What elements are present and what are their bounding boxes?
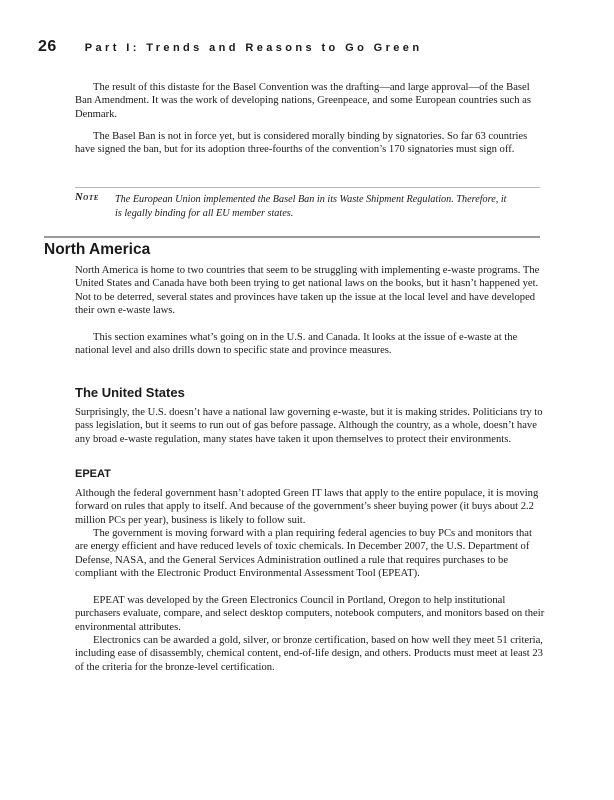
epeat-paragraph-3: EPEAT was developed by the Green Electronics Council in Portland, Oregon to help institutional purchasers evaluate, compare, and select desktop computers, notebook computers, and monitors based on their environmental attributes. <box>75 595 545 633</box>
intro-paragraph-1: The result of this distaste for the Basel Convention was the drafting—and large approval—of the Basel Ban Amendment. It was the work of developing nations, Greenpeace, and some European countries such as Denmark. <box>75 82 531 120</box>
note-text: The European Union implemented the Basel Ban in its Waste Shipment Regulation. Therefore, it is legally binding for all EU member states. <box>115 194 507 219</box>
note-label: Note <box>75 192 99 203</box>
running-head: Part I: Trends and Reasons to Go Green <box>84 42 423 54</box>
page-header <box>38 38 422 62</box>
intro-paragraph-2: The Basel Ban is not in force yet, but is considered morally binding by signatories. So far 63 countries have signed the ban, but for its adoption three-fourths of the convention’s 170 signatories must sign off. <box>75 131 528 156</box>
subsubsection-heading-epeat: EPEAT <box>75 468 111 480</box>
united-states-paragraph-1: Surprisingly, the U.S. doesn’t have a national law governing e-waste, but it is making strides. Politicians try to pass legislation, but it seems to run out of gas before passage. Although the country, as a whole, doesn’t have any broad e-waste regulation, many states have taken it upon themselves to protect their environments. <box>75 407 543 445</box>
section-rule <box>44 236 540 238</box>
epeat-paragraph-4: Electronics can be awarded a gold, silver, or bronze certification, based on how well they meet 51 criteria, including ease of disassembly, chemical content, end-of-life design, and others. Products must meet at least 23 of the criteria for the bronze-level certification. <box>75 635 543 673</box>
epeat-paragraph-2: The government is moving forward with a plan requiring federal agencies to buy PCs and monitors that are energy efficient and have reduced levels of toxic chemicals. In December 2007, the U.S. Department of Defense, NASA, and the General Services Administration outlined a rule that requires purchases to be compliant with the Electronic Product Environmental Assessment Tool (EPEAT). <box>75 528 532 580</box>
subsection-heading-united-states: The United States <box>75 385 185 400</box>
section-heading-north-america: North America <box>44 241 151 258</box>
north-america-paragraph-1: North America is home to two countries that seem to be struggling with implementing e-waste programs. The United States and Canada have both been trying to get national laws on the books, but it hasn’t happened yet. Not to be deterred, several states and provinces have taken up the issue at the local level and have developed their own e-waste laws. <box>75 265 540 317</box>
north-america-paragraph-2: This section examines what’s going on in the U.S. and Canada. It looks at the issue of e-waste at the national level and also drills down to specific state and province measures. <box>75 332 518 357</box>
epeat-paragraph-1: Although the federal government hasn’t adopted Green IT laws that apply to the entire populace, it is moving forward on rules that apply to itself. And because of the government’s sheer buying power (it buys about 2.2 million PCs per year), business is likely to follow suit. <box>75 488 539 526</box>
page-number: 26 <box>38 38 57 55</box>
note-top-rule <box>75 187 540 188</box>
